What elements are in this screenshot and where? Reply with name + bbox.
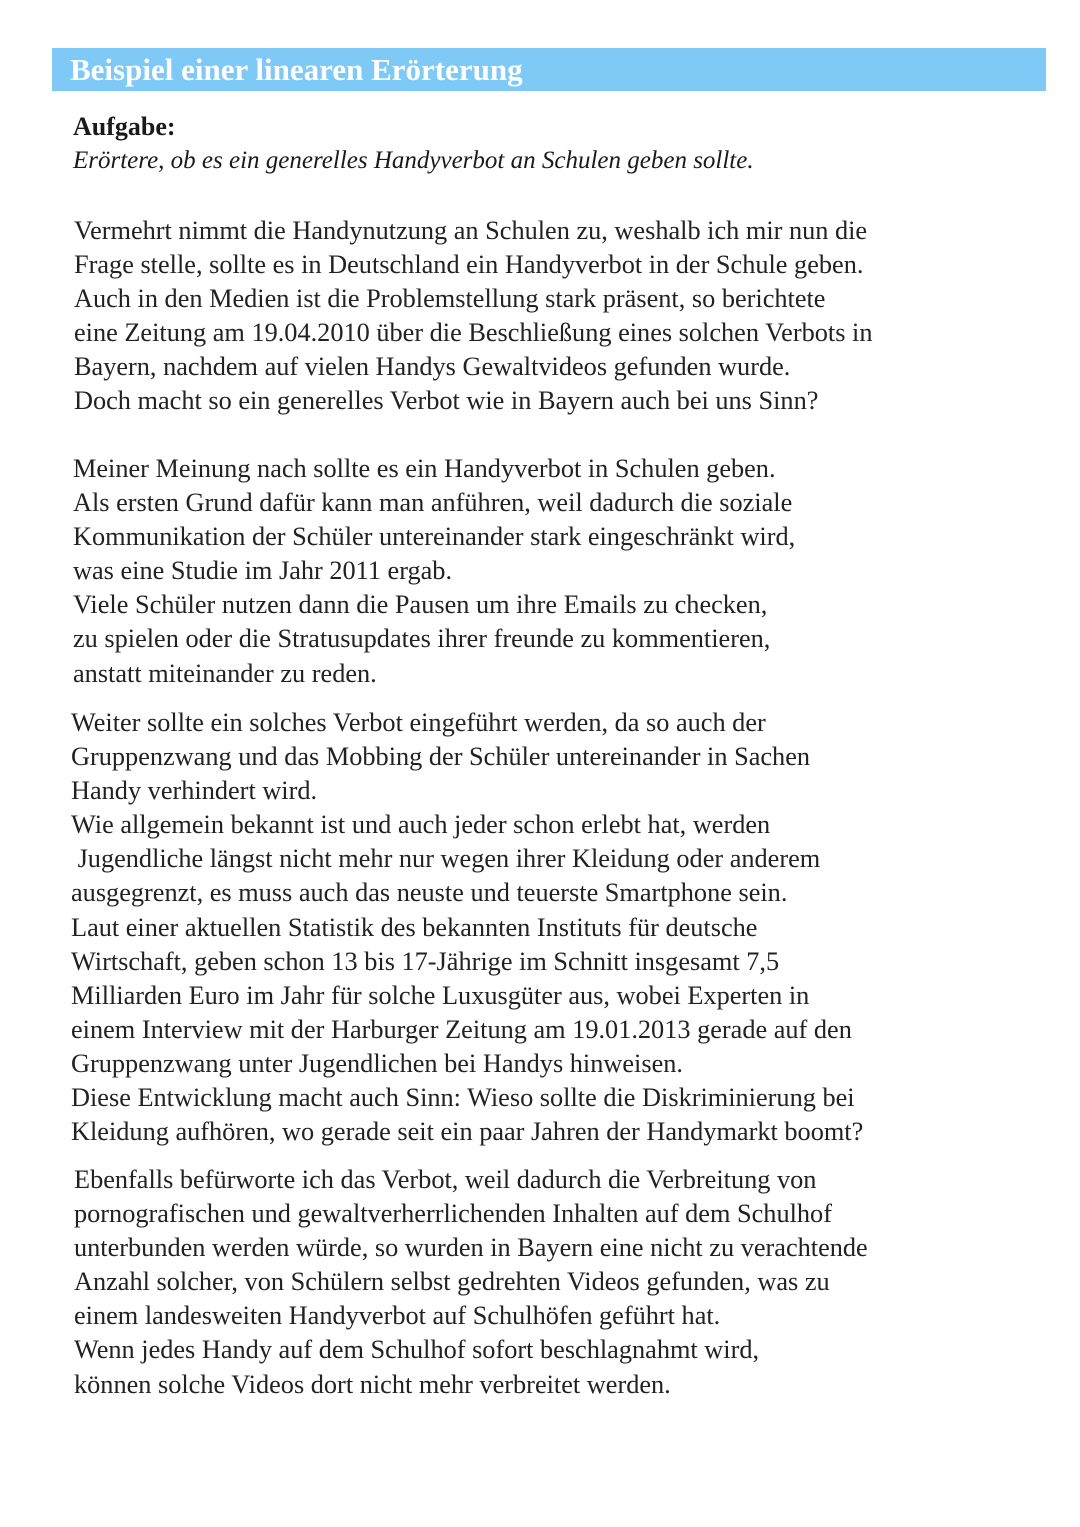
text-line: pornografischen und gewaltverherrlichenden Inhalten auf dem Schulhof [74,1199,832,1229]
paragraph-third-argument [74,1163,868,1402]
text-line: ausgegrenzt, es muss auch das neuste und teuerste Smartphone sein. [71,878,788,908]
text-line: Gruppenzwang unter Jugendlichen bei Handys hinweisen. [71,1048,683,1078]
text-line: einem Interview mit der Harburger Zeitung am 19.01.2013 gerade auf den [71,1014,852,1044]
task-label: Aufgabe: [73,112,176,141]
task-text: Erörtere, ob es ein generelles Handyverbot an Schulen geben sollte. [73,147,754,174]
text-line: eine Zeitung am 19.04.2010 über die Beschließung eines solchen Verbots in [74,318,873,348]
text-line: Wie allgemein bekannt ist und auch jeder schon erlebt hat, werden [71,810,771,840]
text-line: Ebenfalls befürworte ich das Verbot, weil dadurch die Verbreitung von [74,1165,817,1194]
text-line: Handy verhindert wird. [71,776,318,806]
text-line: Vermehrt nimmt die Handynutzung an Schulen zu, weshalb ich mir nun die [74,216,868,245]
text-line: was eine Studie im Jahr 2011 ergab. [73,556,453,586]
text-line: können solche Videos dort nicht mehr verbreitet werden. [74,1369,671,1399]
title-banner [52,48,1046,91]
text-line: Kommunikation der Schüler untereinander stark eingeschränkt wird, [73,522,796,552]
text-line: Wirtschaft, geben schon 13 bis 17-Jährige im Schnitt insgesamt 7,5 [71,946,780,976]
text-line: Frage stelle, sollte es in Deutschland ein Handyverbot in der Schule geben. [74,250,864,280]
text-line: Bayern, nachdem auf vielen Handys Gewaltvideos gefunden wurde. [74,352,791,382]
text-line: Meiner Meinung nach sollte es ein Handyverbot in Schulen geben. [73,454,776,483]
paragraph-introduction [74,214,872,419]
text-line: Jugendliche längst nicht mehr nur wegen ihrer Kleidung oder anderem [71,844,821,874]
paragraph-first-argument [73,452,795,691]
text-line: Als ersten Grund dafür kann man anführen, weil dadurch die soziale [73,488,793,518]
text-line: Kleidung aufhören, wo gerade seit ein paar Jahren der Handymarkt boomt? [71,1117,864,1147]
text-line: Wenn jedes Handy auf dem Schulhof sofort beschlagnahmt wird, [74,1335,760,1365]
text-line: Gruppenzwang und das Mobbing der Schüler untereinander in Sachen [71,742,811,772]
text-line: Laut einer aktuellen Statistik des bekannten Instituts für deutsche [71,912,758,942]
text-line: Anzahl solcher, von Schülern selbst gedrehten Videos gefunden, was zu [74,1267,830,1297]
text-line: unterbunden werden würde, so wurden in Bayern eine nicht zu verachtende [74,1233,868,1263]
text-line: Viele Schüler nutzen dann die Pausen um ihre Emails zu checken, [73,590,768,620]
text-line: Auch in den Medien ist die Problemstellung stark präsent, so berichtete [74,284,826,314]
text-line: einem landesweiten Handyverbot auf Schulhöfen geführt hat. [74,1301,721,1331]
text-line: Diese Entwicklung macht auch Sinn: Wieso sollte die Diskriminierung bei [71,1083,855,1113]
text-line: Doch macht so ein generelles Verbot wie in Bayern auch bei uns Sinn? [74,386,819,416]
text-line: anstatt miteinander zu reden. [73,658,377,688]
text-line: zu spielen oder die Stratusupdates ihrer freunde zu kommentieren, [73,624,771,654]
paragraph-second-argument [71,706,863,1149]
page-title: Beispiel einer linearen Erörterung [70,52,523,87]
text-line: Weiter sollte ein solches Verbot eingeführt werden, da so auch der [71,708,766,737]
text-line: Milliarden Euro im Jahr für solche Luxusgüter aus, wobei Experten in [71,980,810,1010]
